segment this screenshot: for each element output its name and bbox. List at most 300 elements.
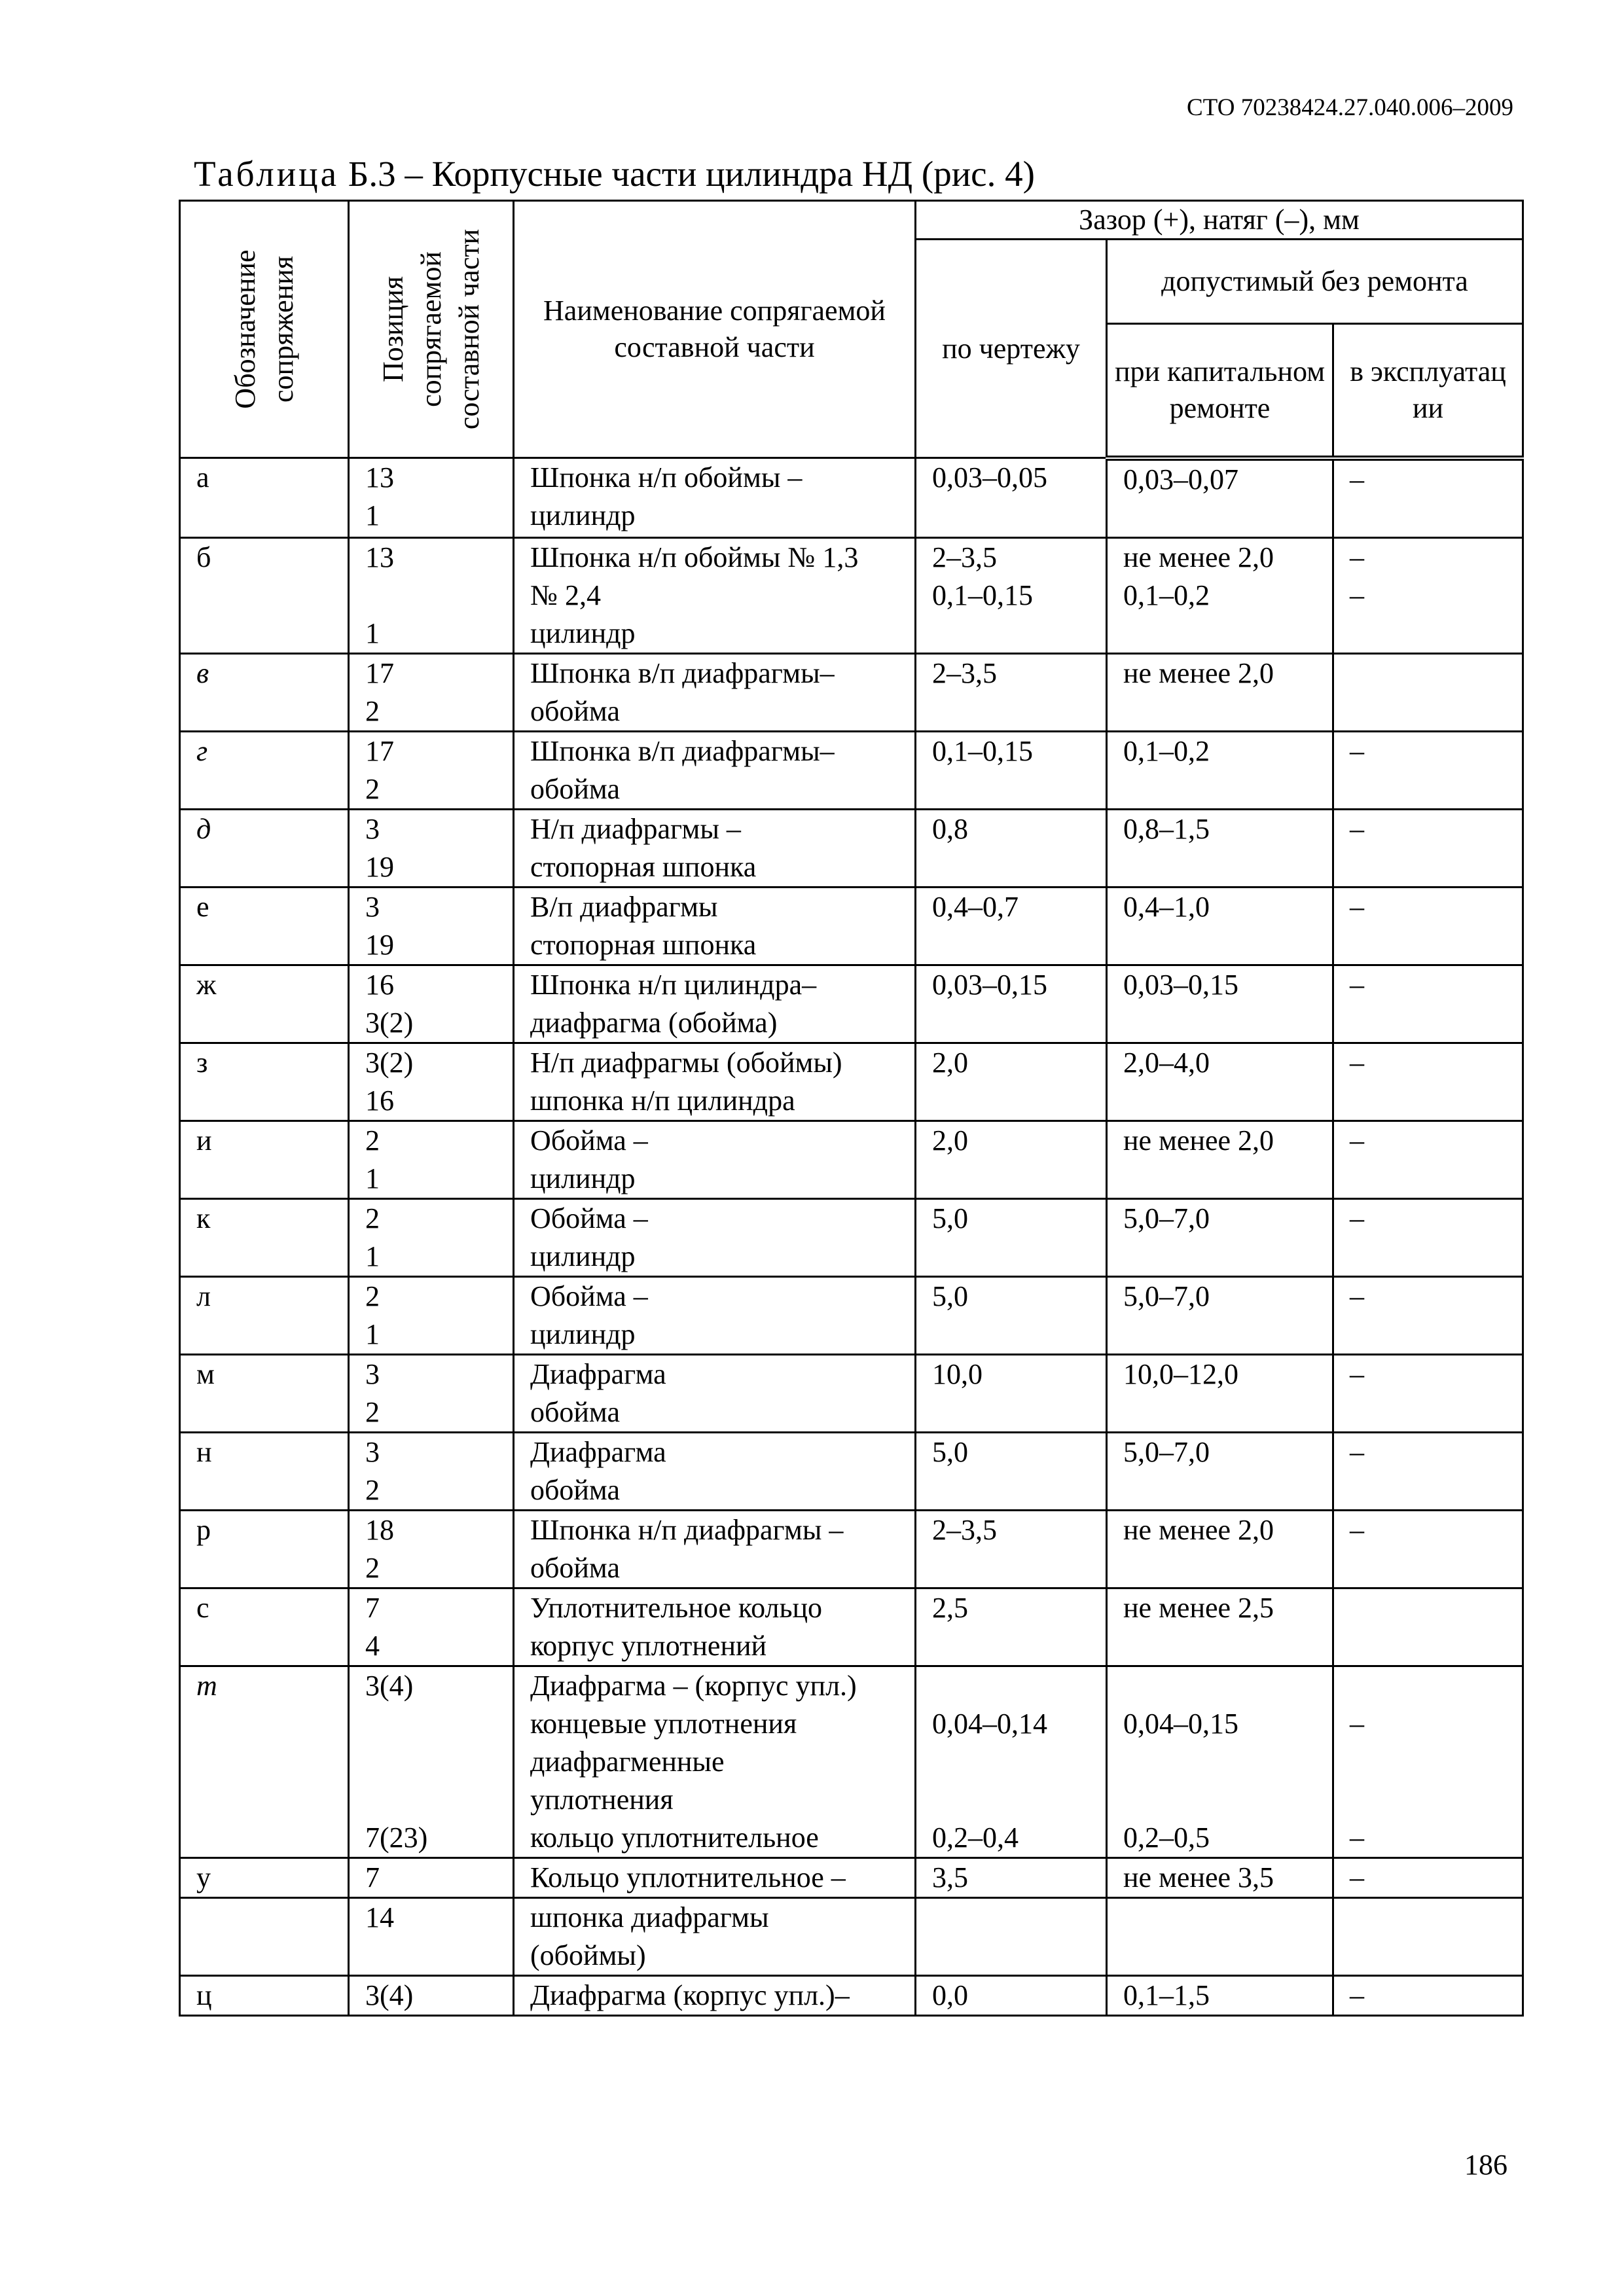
cell-line: с [196,1591,209,1624]
designation-cell [180,1432,349,1510]
cell-line: 1 [365,1240,380,1272]
at-overhaul-cell [1107,1857,1333,1897]
cell-line: 19 [365,850,394,883]
by-drawing-cell [916,809,1107,887]
cell-line: ж [196,968,217,1001]
by-drawing-cell [916,965,1107,1043]
cell-line: 7 [365,1861,380,1893]
cell-line: 10,0 [932,1357,983,1390]
cell-line: Шпонка в/п диафрагмы– [530,734,835,767]
position-cell [349,1510,514,1588]
cell-line: – [1350,734,1364,767]
cell-line: 1 [365,1162,380,1194]
cell-line [1123,770,1332,808]
cell-line: 16 [365,968,394,1001]
cell-line: – [1350,1435,1364,1468]
cell-line: обойма [530,772,621,805]
cell-line: 5,0–7,0 [1123,1202,1210,1234]
cell-line: обойма [530,1395,621,1428]
cell-line: 5,0 [932,1435,968,1468]
position-cell [349,1975,514,2015]
table-title-prefix: Таблица [194,154,339,194]
cell-line: 3 [365,890,380,923]
position-cell [349,809,514,887]
part-name-cell [514,1432,916,1510]
cell-line [932,1549,1106,1587]
cell-line [1350,1627,1522,1665]
designation-cell [180,1276,349,1354]
cell-line: Шпонка н/п обоймы – [530,461,803,493]
cell-line: 2 [365,772,380,805]
in-operation-cell [1333,809,1523,887]
cell-line [1350,1316,1522,1354]
table-row [180,1975,1523,2015]
cell-line [1350,1781,1522,1819]
cell-line: 5,0–7,0 [1123,1280,1210,1312]
cell-line [1123,848,1332,886]
table-row [180,1276,1523,1354]
header-clearance-group: Зазор (+), натяг (–), мм [916,201,1523,240]
by-drawing-cell [916,887,1107,965]
at-overhaul-cell [1107,1198,1333,1276]
table-row [180,1121,1523,1198]
by-drawing-cell [916,1588,1107,1666]
cell-line: цилиндр [530,1240,636,1272]
by-drawing-cell [916,731,1107,809]
at-overhaul-cell [1107,809,1333,887]
cell-line [365,1937,513,1975]
cell-line [932,1316,1106,1354]
clearance-table [179,200,1524,2017]
position-cell [349,1354,514,1432]
table-row [180,1857,1523,1897]
in-operation-cell [1333,1588,1523,1666]
cell-line: цилиндр [530,617,636,649]
part-name-cell [514,809,916,887]
cell-line: (обоймы) [530,1939,646,1971]
table-row [180,1510,1523,1588]
at-overhaul-cell [1107,458,1333,538]
part-name-cell [514,731,916,809]
cell-line: 1 [365,617,380,649]
in-operation-cell [1333,887,1523,965]
cell-line [196,1471,348,1509]
cell-line: з [196,1046,208,1079]
by-drawing-cell [916,1510,1107,1588]
cell-line [196,926,348,964]
cell-line [196,692,348,730]
at-overhaul-cell [1107,1043,1333,1121]
cell-line: Обойма – [530,1280,648,1312]
table-row [180,653,1523,731]
cell-line: – [1350,1513,1364,1546]
part-name-cell [514,1666,916,1857]
designation-cell [180,1588,349,1666]
table-row [180,965,1523,1043]
cell-line: шпонка диафрагмы [530,1901,769,1933]
page-number: 186 [1464,2149,1507,2181]
cell-line: 3 [365,812,380,845]
cell-line: 0,03–0,07 [1123,463,1238,495]
cell-line [932,1667,1106,1705]
cell-line [196,1819,348,1857]
cell-line [1350,1393,1522,1431]
table-row [180,809,1523,887]
at-overhaul-cell [1107,653,1333,731]
at-overhaul-cell [1107,1432,1333,1510]
designation-cell [180,731,349,809]
cell-line [1350,499,1522,537]
cell-line: 3(2) [365,1006,414,1039]
cell-line: 2,0–4,0 [1123,1046,1210,1079]
in-operation-cell [1333,458,1523,538]
cell-line: обойма [530,1473,621,1506]
cell-line: Н/п диафрагмы – [530,812,741,845]
cell-line [932,1899,1106,1937]
table-row [180,1588,1523,1666]
cell-line: 16 [365,1084,394,1117]
cell-line: р [196,1513,211,1546]
cell-line [1123,926,1332,964]
cell-line [196,1937,348,1975]
cell-line [932,1004,1106,1042]
at-overhaul-cell [1107,1121,1333,1198]
position-cell [349,1666,514,1857]
cell-line: цилиндр [530,499,636,531]
cell-line: 0,1–0,2 [1123,734,1210,767]
cell-line [932,1743,1106,1781]
cell-line: 2 [365,1551,380,1584]
position-cell [349,1857,514,1897]
cell-line [196,1899,348,1937]
table-row [180,1432,1523,1510]
cell-line [1123,499,1332,537]
cell-line: – [1350,541,1364,573]
part-name-cell [514,1354,916,1432]
cell-line: 0,03–0,15 [932,968,1047,1001]
cell-line [932,497,1106,535]
cell-line: 0,4–1,0 [1123,890,1210,923]
cell-line: 3(4) [365,1669,414,1702]
designation-cell [180,458,349,538]
in-operation-cell [1333,1276,1523,1354]
cell-line [196,1004,348,1042]
at-overhaul-cell [1107,1897,1333,1975]
by-drawing-cell [916,1666,1107,1857]
cell-line [1350,692,1522,730]
cell-line: не менее 2,0 [1123,541,1274,573]
cell-line [1123,1667,1332,1705]
designation-cell [180,1043,349,1121]
cell-line [932,926,1106,964]
cell-line [932,848,1106,886]
cell-line [196,1316,348,1354]
cell-line [196,770,348,808]
part-name-cell [514,1588,916,1666]
position-cell [349,1276,514,1354]
cell-line: б [196,541,211,573]
cell-line: – [1350,1707,1364,1740]
position-cell [349,1897,514,1975]
cell-line [1123,1549,1332,1587]
document-code: СТО 70238424.27.040.006–2009 [1186,94,1513,121]
cell-line [1123,1160,1332,1198]
part-name-cell [514,1857,916,1897]
in-operation-cell [1333,1666,1523,1857]
by-drawing-cell [916,1857,1107,1897]
at-overhaul-cell [1107,965,1333,1043]
cell-line: 0,1–0,15 [932,734,1033,767]
in-operation-cell [1333,1897,1523,1975]
cell-line: 5,0 [932,1202,968,1234]
header-in-operation: в эксплуатац ии [1333,323,1523,458]
cell-line: – [1350,1861,1364,1893]
header-designation: Обозначение сопряжения [180,201,349,458]
cell-line: – [1350,1202,1364,1234]
by-drawing-cell [916,537,1107,653]
cell-line: 2 [365,1395,380,1428]
cell-line [1350,1160,1522,1198]
at-overhaul-cell [1107,1588,1333,1666]
cell-line: стопорная шпонка [530,850,757,883]
cell-line [196,1238,348,1276]
cell-line: 0,1–0,15 [932,579,1033,611]
cell-line: 3(4) [365,1979,414,2011]
cell-line: т [196,1669,217,1702]
cell-line [196,1743,348,1781]
cell-line: к [196,1202,211,1234]
table-row [180,1897,1523,1975]
cell-line: Диафрагма – (корпус упл.) [530,1669,857,1702]
cell-line: – [1350,812,1364,845]
in-operation-cell [1333,1975,1523,2015]
cell-line [932,692,1106,730]
in-operation-cell [1333,1121,1523,1198]
in-operation-cell [1333,1354,1523,1432]
cell-line [1350,1667,1522,1705]
cell-line: в [196,656,209,689]
table-row [180,458,1523,538]
cell-line [196,1781,348,1819]
header-allowed-group: допустимый без ремонта [1107,240,1523,324]
by-drawing-cell [916,1354,1107,1432]
designation-cell [180,537,349,653]
position-cell [349,1121,514,1198]
cell-line: 2–3,5 [932,541,997,573]
designation-cell [180,1666,349,1857]
cell-line [196,1082,348,1120]
table-row [180,731,1523,809]
cell-line: 0,0 [932,1979,968,2011]
cell-line: 2,0 [932,1046,968,1079]
designation-cell [180,1857,349,1897]
cell-line: д [196,812,211,845]
cell-line: Шпонка н/п обоймы № 1,3 [530,541,859,573]
cell-line: 0,04–0,14 [932,1707,1047,1740]
cell-line: 0,1–0,2 [1123,579,1210,611]
table-row [180,1043,1523,1121]
cell-line: Уплотнительное кольцо [530,1591,823,1624]
cell-line [365,1781,513,1819]
in-operation-cell [1333,731,1523,809]
at-overhaul-cell [1107,1666,1333,1857]
cell-line: м [196,1357,215,1390]
cell-line: не менее 2,0 [1123,1124,1274,1157]
cell-line: у [196,1861,211,1893]
cell-line: 3(2) [365,1046,414,1079]
by-drawing-cell [916,1198,1107,1276]
cell-line: 13 [365,541,394,573]
cell-line: – [1350,1357,1364,1390]
cell-line: 0,8 [932,812,968,845]
cell-line: 2–3,5 [932,656,997,689]
cell-line: – [1350,890,1364,923]
at-overhaul-cell [1107,887,1333,965]
cell-line: ц [196,1979,212,2011]
designation-cell [180,1121,349,1198]
cell-line: Шпонка н/п цилиндра– [530,968,817,1001]
cell-line: 2 [365,1124,380,1157]
cell-line: корпус уплотнений [530,1629,767,1662]
part-name-cell [514,1897,916,1975]
cell-line [932,770,1106,808]
cell-line [932,1937,1106,1975]
by-drawing-cell [916,1121,1107,1198]
cell-line [196,1160,348,1198]
by-drawing-cell [916,653,1107,731]
cell-line: 10,0–12,0 [1123,1357,1238,1390]
cell-line [1350,926,1522,964]
designation-cell [180,1198,349,1276]
cell-line [1350,655,1522,692]
cell-line: 1 [365,499,380,531]
cell-line: 2 [365,1473,380,1506]
position-cell [349,1588,514,1666]
cell-line [1123,1899,1332,1937]
cell-line [1123,1004,1332,1042]
cell-line: Обойма – [530,1202,648,1234]
cell-line: а [196,461,209,493]
cell-line [1350,1743,1522,1781]
cell-line [1123,1743,1332,1781]
designation-cell [180,1510,349,1588]
cell-line: уплотнения [530,1783,674,1816]
cell-line: обойма [530,1551,621,1584]
cell-line: 14 [365,1901,394,1933]
at-overhaul-cell [1107,1354,1333,1432]
in-operation-cell [1333,653,1523,731]
cell-line [196,1627,348,1665]
designation-cell [180,1354,349,1432]
in-operation-cell [1333,965,1523,1043]
cell-line: обойма [530,694,621,727]
cell-line: Шпонка н/п диафрагмы – [530,1513,844,1546]
by-drawing-cell [916,1043,1107,1121]
cell-line: 0,4–0,7 [932,890,1019,923]
cell-line: 0,2–0,5 [1123,1821,1210,1854]
cell-line [1350,848,1522,886]
cell-line: 2,0 [932,1124,968,1157]
cell-line: – [1350,1124,1364,1157]
header-position: Позиция сопрягаемой составной части [349,201,514,458]
by-drawing-cell [916,1975,1107,2015]
cell-line: цилиндр [530,1318,636,1350]
cell-line: 4 [365,1629,380,1662]
cell-line: Кольцо уплотнительное – [530,1861,846,1893]
cell-line [1123,1627,1332,1665]
cell-line: – [1350,1821,1364,1854]
cell-line: 3 [365,1357,380,1390]
cell-line: 7 [365,1591,380,1624]
cell-line: 18 [365,1513,394,1546]
cell-line [196,497,348,535]
cell-line [1350,1937,1522,1975]
part-name-cell [514,1043,916,1121]
cell-line [932,1393,1106,1431]
cell-line [1123,1937,1332,1975]
cell-line [196,615,348,653]
cell-line [1123,692,1332,730]
part-name-cell [514,965,916,1043]
at-overhaul-cell [1107,1975,1333,2015]
cell-line: 0,03–0,15 [1123,968,1238,1001]
designation-cell [180,887,349,965]
in-operation-cell [1333,537,1523,653]
table-body [180,458,1523,2016]
cell-line: 5,0–7,0 [1123,1435,1210,1468]
cell-line: 0,2–0,4 [932,1821,1019,1854]
cell-line [1350,1082,1522,1120]
by-drawing-cell [916,1897,1107,1975]
cell-line: 13 [365,461,394,493]
cell-line: 2 [365,1280,380,1312]
cell-line [1350,1004,1522,1042]
cell-line [196,1393,348,1431]
part-name-cell [514,1121,916,1198]
position-cell [349,537,514,653]
by-drawing-cell [916,1276,1107,1354]
cell-line [1350,1899,1522,1937]
table-row [180,1354,1523,1432]
cell-line: не менее 2,0 [1123,1513,1274,1546]
in-operation-cell [1333,1043,1523,1121]
cell-line [1350,1471,1522,1509]
part-name-cell [514,1975,916,2015]
header-part-name: Наименование сопрягаемой составной части [514,201,916,458]
table-row [180,1198,1523,1276]
cell-line [1123,1316,1332,1354]
cell-line: 1 [365,1318,380,1350]
cell-line: не менее 3,5 [1123,1861,1274,1893]
cell-line [932,1160,1106,1198]
cell-line: В/п диафрагмы [530,890,718,923]
cell-line: л [196,1280,211,1312]
cell-line: не менее 2,5 [1123,1591,1274,1624]
cell-line [1123,1238,1332,1276]
position-cell [349,458,514,538]
cell-line: 2 [365,1202,380,1234]
part-name-cell [514,653,916,731]
cell-line [1123,1082,1332,1120]
position-cell [349,1043,514,1121]
in-operation-cell [1333,1510,1523,1588]
table-title-text: Б.3 – Корпусные части цилиндра НД (рис. 4) [338,154,1035,194]
cell-line: 3,5 [932,1861,968,1893]
designation-cell [180,809,349,887]
designation-cell [180,965,349,1043]
in-operation-cell [1333,1857,1523,1897]
cell-line: диафрагма (обойма) [530,1006,778,1039]
